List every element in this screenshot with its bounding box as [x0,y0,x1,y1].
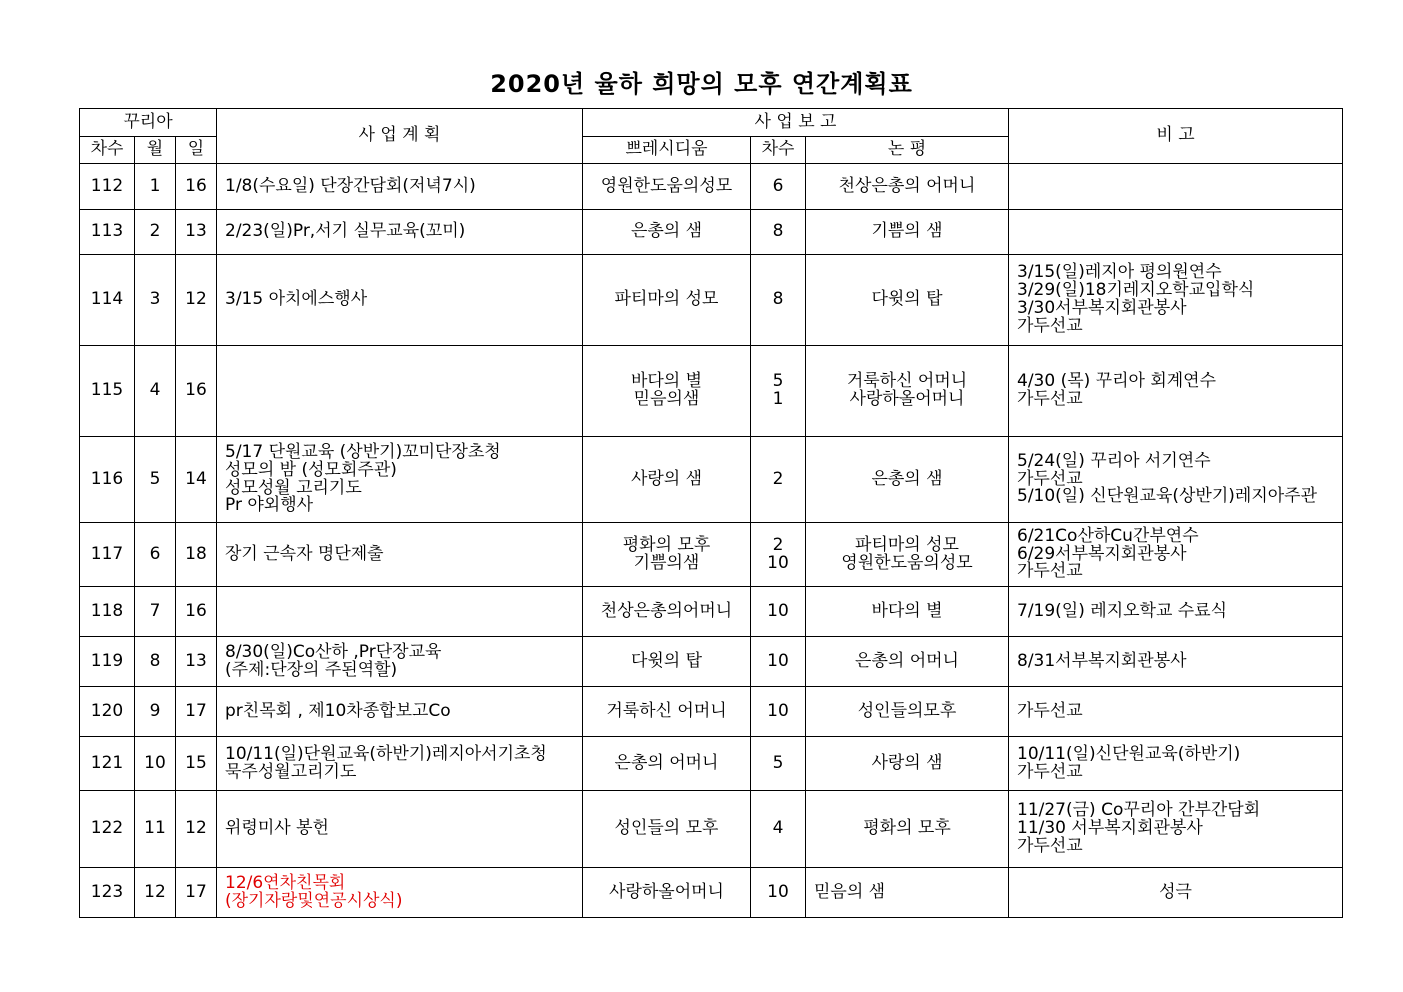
praesidium-header: 쁘레시디움 [583,137,751,164]
remarks-cell: 7/19(일) 레지오학교 수료식 [1009,587,1343,637]
day-cell: 13 [176,637,217,687]
session-cell: 118 [80,587,135,637]
session-cell: 113 [80,210,135,255]
day-header: 일 [176,137,217,164]
review-cell: 천상은총의 어머니 [806,164,1009,210]
review-cell: 평화의 모후 [806,791,1009,868]
month-cell: 1 [135,164,176,210]
day-cell: 18 [176,523,217,587]
plan-cell: 12/6연차친목회 (장기자랑및연공시상식) [217,868,583,918]
praesidium-cell: 거룩하신 어머니 [583,687,751,737]
session-cell: 121 [80,737,135,791]
remarks-cell: 5/24(일) 꾸리아 서기연수 가두선교 5/10(일) 신단원교육(상반기)레지아주관 [1009,437,1343,523]
praesidium-cell: 바다의 별 믿음의샘 [583,346,751,437]
table-row [80,210,1343,255]
praesidium-cell: 평화의 모후 기쁨의샘 [583,523,751,587]
business-plan-header: 사 업 계 획 [217,109,583,164]
plan-cell: pr친목회 , 제10차종합보고Co [217,687,583,737]
day-cell: 12 [176,791,217,868]
remarks-cell: 4/30 (목) 꾸리아 회계연수 가두선교 [1009,346,1343,437]
table-row [80,437,1343,523]
plan-cell: 8/30(일)Co산하 ,Pr단장교육 (주제:단장의 주된역할) [217,637,583,687]
session-cell: 122 [80,791,135,868]
plan-cell: 3/15 아치에스행사 [217,255,583,346]
praesidium-cell: 은총의 어머니 [583,737,751,791]
session-cell: 116 [80,437,135,523]
praesidium-cell: 천상은총의어머니 [583,587,751,637]
table-row [80,346,1343,437]
day-cell: 16 [176,587,217,637]
month-cell: 5 [135,437,176,523]
month-cell: 11 [135,791,176,868]
review-cell: 은총의 어머니 [806,637,1009,687]
report-session-cell: 8 [751,210,806,255]
table-row [80,737,1343,791]
report-session-cell: 5 [751,737,806,791]
plan-cell: 장기 근속자 명단제출 [217,523,583,587]
plan-cell: 5/17 단원교육 (상반기)꼬미단장초청 성모의 밤 (성모회주관) 성모성월 고리기도 Pr 야외행사 [217,437,583,523]
report-session-cell: 10 [751,687,806,737]
session-cell: 114 [80,255,135,346]
report-session-cell: 2 [751,437,806,523]
plan-cell: 2/23(일)Pr,서기 실무교육(꼬미) [217,210,583,255]
page-title: 2020년 율하 희망의 모후 연간계획표 [490,70,913,98]
table-row [80,255,1343,346]
day-cell: 13 [176,210,217,255]
praesidium-cell: 영원한도움의성모 [583,164,751,210]
day-cell: 15 [176,737,217,791]
table-row [80,687,1343,737]
month-cell: 4 [135,346,176,437]
review-cell: 사랑의 샘 [806,737,1009,791]
day-cell: 16 [176,164,217,210]
session-cell: 115 [80,346,135,437]
month-cell: 9 [135,687,176,737]
remarks-cell: 8/31서부복지회관봉사 [1009,637,1343,687]
report-session-cell: 5 1 [751,346,806,437]
remarks-cell: 3/15(일)레지아 평의원연수 3/29(일)18기레지오학교입학식 3/30서부복지회관봉사 가두선교 [1009,255,1343,346]
review-cell: 파티마의 성모 영원한도움의성모 [806,523,1009,587]
month-cell: 10 [135,737,176,791]
remarks-cell [1009,210,1343,255]
day-cell: 14 [176,437,217,523]
month-cell: 12 [135,868,176,918]
report-session-cell: 8 [751,255,806,346]
plan-cell: 10/11(일)단원교육(하반기)레지아서기초청 묵주성월고리기도 [217,737,583,791]
session-cell: 119 [80,637,135,687]
review-cell: 거룩하신 어머니 사랑하올어머니 [806,346,1009,437]
session-cell: 123 [80,868,135,918]
table-row [80,868,1343,918]
report-session-cell: 10 [751,637,806,687]
day-cell: 12 [176,255,217,346]
month-cell: 2 [135,210,176,255]
month-cell: 7 [135,587,176,637]
annual-plan-table [79,108,1343,918]
review-cell: 기쁨의 샘 [806,210,1009,255]
plan-cell: 1/8(수요일) 단장간담회(저녁7시) [217,164,583,210]
praesidium-cell: 은총의 샘 [583,210,751,255]
review-cell: 바다의 별 [806,587,1009,637]
remarks-cell: 가두선교 [1009,687,1343,737]
session-cell: 120 [80,687,135,737]
review-cell: 성인들의모후 [806,687,1009,737]
business-report-header: 사 업 보 고 [583,109,1009,137]
remarks-cell: 6/21Co산하Cu간부연수 6/29서부복지회관봉사 가두선교 [1009,523,1343,587]
month-header: 월 [135,137,176,164]
report-session-cell: 4 [751,791,806,868]
curia-header: 꾸리아 [80,109,217,137]
review-cell: 믿음의 샘 [806,868,1009,918]
table-row [80,587,1343,637]
praesidium-cell: 파티마의 성모 [583,255,751,346]
table-row [80,523,1343,587]
day-cell: 16 [176,346,217,437]
review-header: 논 평 [806,137,1009,164]
review-cell: 다윗의 탑 [806,255,1009,346]
month-cell: 6 [135,523,176,587]
remarks-cell: 11/27(금) Co꾸리아 간부간담회 11/30 서부복지회관봉사 가두선교 [1009,791,1343,868]
month-cell: 8 [135,637,176,687]
remarks-cell [1009,164,1343,210]
plan-cell [217,587,583,637]
session-header: 차수 [80,137,135,164]
remarks-cell: 10/11(일)신단원교육(하반기) 가두선교 [1009,737,1343,791]
report-session-cell: 10 [751,868,806,918]
remarks-cell: 성극 [1009,868,1343,918]
day-cell: 17 [176,868,217,918]
praesidium-cell: 사랑의 샘 [583,437,751,523]
report-session-cell: 2 10 [751,523,806,587]
plan-cell: 위령미사 봉헌 [217,791,583,868]
table-row [80,164,1343,210]
review-cell: 은총의 샘 [806,437,1009,523]
report-session-cell: 10 [751,587,806,637]
praesidium-cell: 성인들의 모후 [583,791,751,868]
remarks-header: 비 고 [1009,109,1343,164]
report-session-cell: 6 [751,164,806,210]
table-row [80,637,1343,687]
day-cell: 17 [176,687,217,737]
session-cell: 117 [80,523,135,587]
praesidium-cell: 사랑하올어머니 [583,868,751,918]
praesidium-cell: 다윗의 탑 [583,637,751,687]
plan-cell [217,346,583,437]
report-session-header: 차수 [751,137,806,164]
session-cell: 112 [80,164,135,210]
month-cell: 3 [135,255,176,346]
table-row [80,791,1343,868]
